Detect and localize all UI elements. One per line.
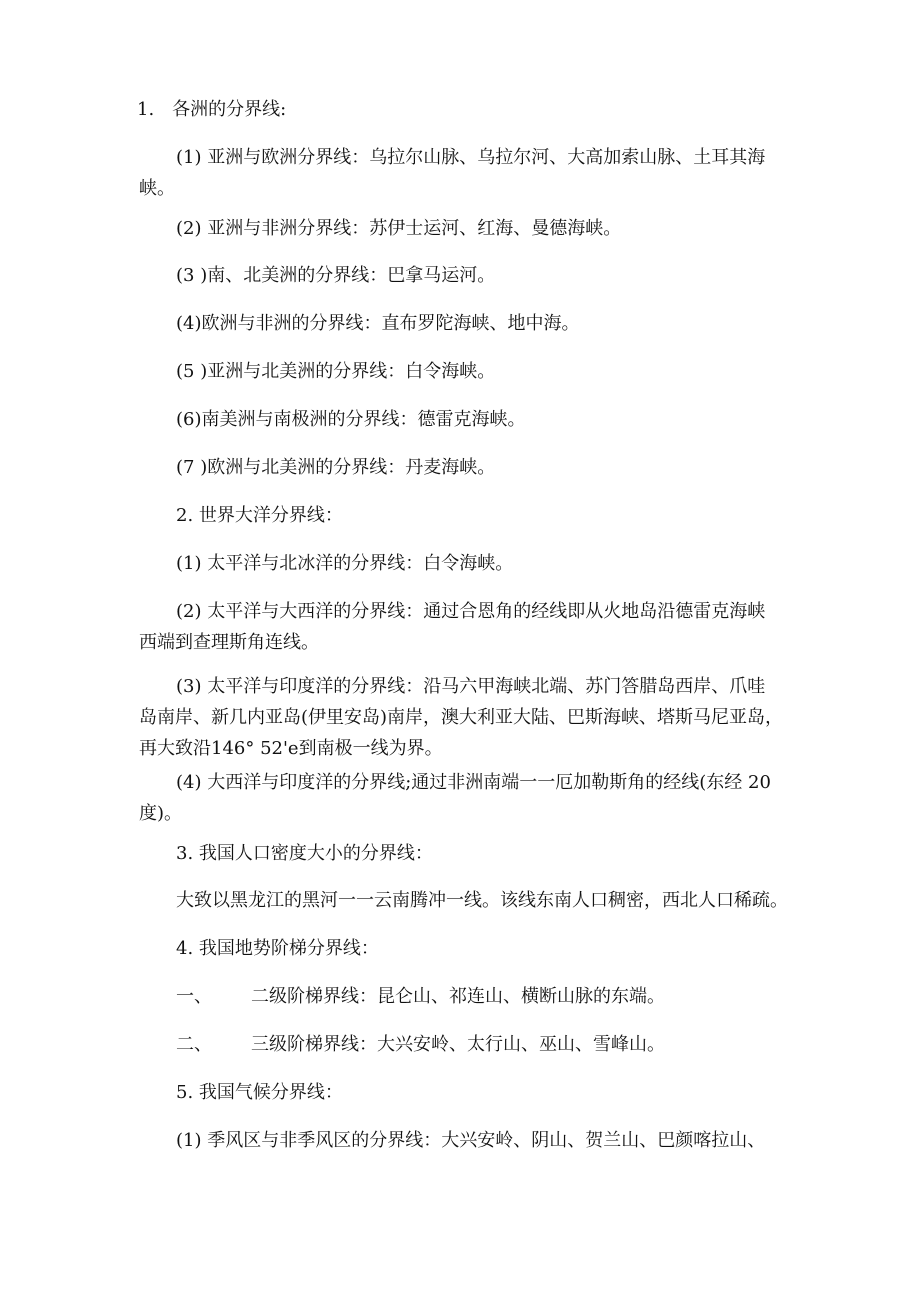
- s2-item-4: [139, 767, 771, 829]
- s1-item-3: (3 )南、北美洲的分界线：巴拿马运河。: [176, 265, 496, 286]
- s2-item-3-line-3: 再大致沿146° 52'e到南极一线为界。: [139, 738, 443, 759]
- s2-item-2-line-2: 西端到查理斯角连线。: [139, 632, 319, 653]
- s4-row-2-number: 二、: [176, 1034, 212, 1055]
- s4-row-1-text: 二级阶梯界线：昆仑山、祁连山、横断山脉的东端。: [251, 986, 665, 1007]
- s2-item-3: [139, 671, 784, 764]
- section-4-heading: 4. 我国地势阶梯分界线：: [176, 938, 379, 959]
- s4-row-1: [176, 985, 665, 1009]
- s2-item-4-line-2: 度)。: [139, 803, 183, 824]
- s1-item-7: (7 )欧洲与北美洲的分界线：丹麦海峡。: [176, 457, 496, 478]
- s2-item-3-line-1: (3) 太平洋与印度洋的分界线：沿马六甲海峡北端、苏门答腊岛西岸、爪哇: [176, 676, 766, 697]
- s2-item-1: (1) 太平洋与北冰洋的分界线：白令海峡。: [176, 553, 514, 574]
- s1-item-5: (5 )亚洲与北美洲的分界线：白令海峡。: [176, 361, 496, 382]
- s2-item-2: [139, 596, 766, 658]
- s4-row-2-text: 三级阶梯界线：大兴安岭、太行山、巫山、雪峰山。: [251, 1034, 665, 1055]
- section-2-heading: 2. 世界大洋分界线：: [176, 505, 343, 526]
- section-3-heading: 3. 我国人口密度大小的分界线：: [176, 843, 433, 864]
- s1-item-1: [139, 142, 766, 204]
- s1-item-1-line-1: (1) 亚洲与欧洲分界线：乌拉尔山脉、乌拉尔河、大高加索山脉、土耳其海: [176, 147, 766, 168]
- section-5-heading: 5. 我国气候分界线：: [176, 1082, 343, 1103]
- s2-item-2-line-1: (2) 太平洋与大西洋的分界线：通过合恩角的经线即从火地岛沿德雷克海峡: [176, 601, 766, 622]
- s4-row-2: [176, 1033, 665, 1057]
- s3-body: 大致以黑龙江的黑河一一云南腾冲一线。该线东南人口稠密，西北人口稀疏。: [176, 890, 788, 911]
- s1-item-6: (6)南美洲与南极洲的分界线：德雷克海峡。: [176, 409, 526, 430]
- section-1-heading: 1. 各洲的分界线:: [137, 99, 287, 120]
- s1-item-2: (2) 亚洲与非洲分界线：苏伊士运河、红海、曼德海峡。: [176, 218, 622, 239]
- s2-item-3-line-2: 岛南岸、新几内亚岛(伊里安岛)南岸，澳大利亚大陆、巴斯海峡、塔斯马尼亚岛，: [139, 707, 784, 728]
- s5-item-1: (1) 季风区与非季风区的分界线：大兴安岭、阴山、贺兰山、巴颜喀拉山、: [176, 1130, 766, 1151]
- s1-item-1-line-2: 峡。: [139, 178, 175, 199]
- s1-item-4: (4)欧洲与非洲的分界线：直布罗陀海峡、地中海。: [176, 313, 580, 334]
- s2-item-4-line-1: (4) 大西洋与印度洋的分界线;通过非洲南端一一厄加勒斯角的经线(东经 20: [176, 772, 771, 793]
- s4-row-1-number: 一、: [176, 986, 212, 1007]
